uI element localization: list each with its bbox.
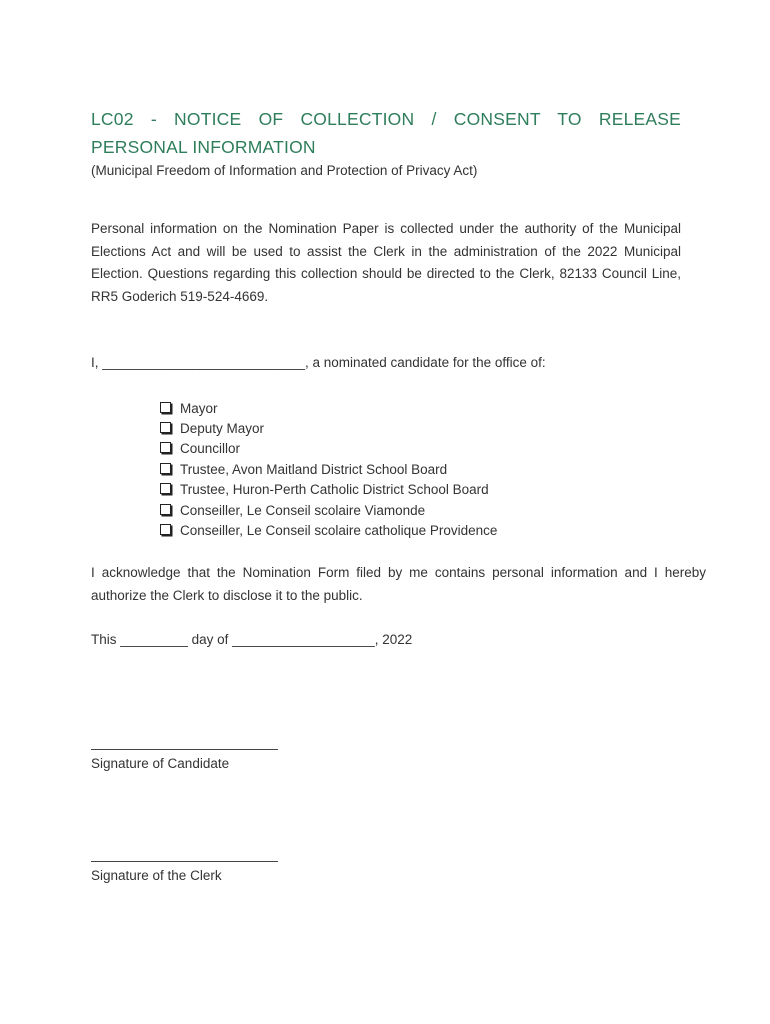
acknowledgement-paragraph: I acknowledge that the Nomination Form filed by me contains personal information and I hereby authorize the Clerk to disclose it to the public.: [91, 565, 706, 603]
office-option-deputy-mayor[interactable]: [160, 418, 497, 438]
clerk-signature-label: Signature of the Clerk: [91, 868, 222, 883]
clerk-signature-line[interactable]: [91, 861, 278, 862]
candidate-signature-label: Signature of Candidate: [91, 756, 230, 771]
office-label: Councillor: [180, 441, 241, 457]
checkbox-icon[interactable]: [160, 402, 171, 413]
office-checkbox-list: [160, 398, 497, 541]
office-option-trustee-huron-perth[interactable]: [160, 480, 497, 500]
candidate-signature-line[interactable]: [91, 749, 278, 750]
document-title: LC02 - NOTICE OF COLLECTION / CONSENT TO RELEASE PERSONAL INFORMATION: [91, 109, 681, 157]
office-label: Conseiller, Le Conseil scolaire Viamonde: [180, 502, 426, 518]
checkbox-icon[interactable]: [160, 442, 171, 453]
office-label: Deputy Mayor: [180, 421, 265, 437]
checkbox-icon[interactable]: [160, 483, 171, 494]
collection-notice-paragraph: Personal information on the Nomination Paper is collected under the authority of the Municipal Elections Act and will be used to assist the Clerk in the administration of the 2022 Municipal Election. Questions regarding this collection should be directed to the Clerk, 82133 Council Line, RR5 Goderich 519-524-4669.: [91, 221, 681, 304]
document-subtitle: (Municipal Freedom of Information and Protection of Privacy Act): [91, 163, 478, 178]
checkbox-icon[interactable]: [160, 463, 171, 474]
office-label: Trustee, Avon Maitland District School Board: [180, 461, 448, 477]
office-option-conseiller-viamonde[interactable]: [160, 500, 497, 520]
nominee-statement: I, ___________________________, a nominated candidate for the office of:: [91, 355, 546, 370]
office-label: Conseiller, Le Conseil scolaire catholique Providence: [180, 523, 498, 539]
office-option-councillor[interactable]: [160, 439, 497, 459]
office-label: Mayor: [180, 400, 218, 416]
checkbox-icon[interactable]: [160, 504, 171, 515]
office-label: Trustee, Huron-Perth Catholic District School Board: [180, 482, 489, 498]
checkbox-icon[interactable]: [160, 422, 171, 433]
checkbox-icon[interactable]: [160, 524, 171, 535]
office-option-conseiller-providence[interactable]: [160, 520, 497, 540]
office-option-mayor[interactable]: [160, 398, 497, 418]
date-line: This _________ day of ___________________, 2022: [91, 632, 413, 647]
office-option-trustee-avon-maitland[interactable]: [160, 459, 497, 479]
